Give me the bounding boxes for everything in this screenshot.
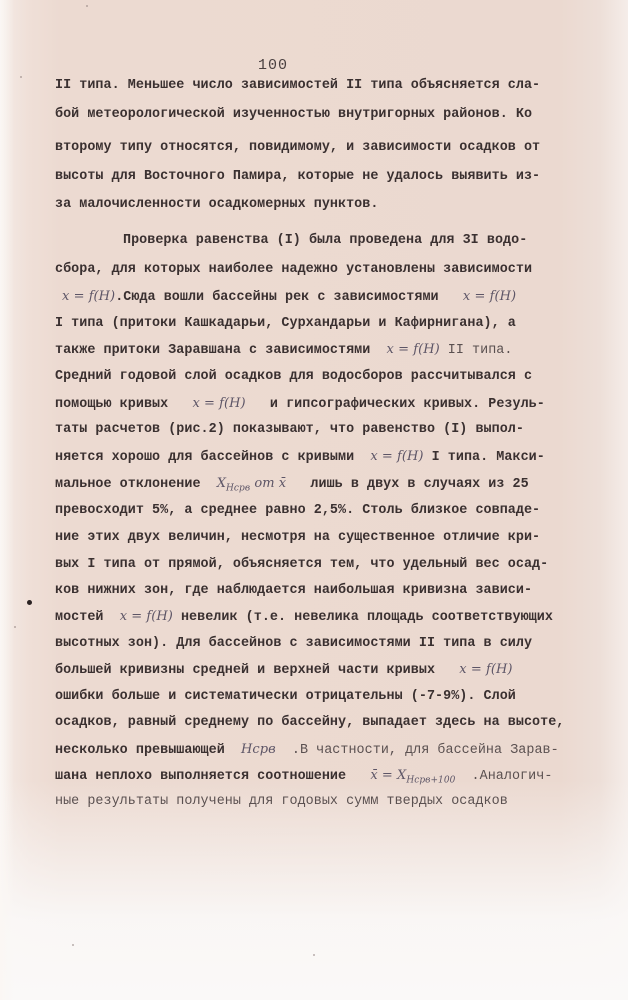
handwritten-formula: x = f(H) [62, 289, 116, 304]
text-line: ние этих двух величин, несмотря на существенное отличие кри- [55, 530, 541, 545]
margin-speck [86, 5, 88, 7]
text-line: сбора, для которых наиболее надежно установлены зависимости [55, 262, 533, 277]
handwritten-formula: Hсрв [240, 742, 276, 757]
text-line: ные результаты получены для годовых сумм твердых осадков [55, 794, 508, 809]
handwritten-formula: x = f(H) [370, 449, 424, 464]
text-line: превосходит 5%, а среднее равно 2,5%. Столь близкое совпаде- [55, 503, 541, 518]
text-line-with-formula: мостей x = f(H) невелик (т.е. невелика площадь соответствующих [55, 609, 553, 625]
page-edge-shadow [0, 0, 14, 1000]
text-line-with-formula: x = f(H).Сюда вошли бассейны рек с зависимостями x = f(H) [62, 289, 517, 305]
text-line: таты расчетов (рис.2) показывают, что равенство (I) выпол- [55, 422, 524, 437]
handwritten-formula: x̄ = $X_{Hсрв+100}$ [370, 768, 456, 786]
handwritten-formula: x = f(H) [462, 289, 517, 304]
text-line-with-formula: несколько превышающей Hсрв .В частности, для бассейна Зарав- [55, 742, 559, 758]
text-line: за малочисленности осадкомерных пунктов. [55, 197, 379, 212]
text-line: II типа. Меньшее число зависимостей II типа объясняется сла- [55, 78, 541, 93]
handwritten-formula: x = f(H) [459, 662, 513, 677]
text-line-with-formula: шана неплохо выполняется соотношение x̄ = $X_{Hсрв+100}$ .Аналогич- [55, 768, 553, 786]
text-line: второму типу относятся, повидимому, и зависимости осадков от [55, 140, 541, 155]
margin-dot-mark [27, 600, 32, 605]
margin-speck [14, 626, 16, 628]
text-line-with-formula: мальное отклонение $X_{Hсрв}$ от x̄ лишь в двух в случаях из 25 [55, 476, 529, 494]
text-line: Средний годовой слой осадков для водосборов рассчитывался с [55, 369, 533, 384]
text-line: высотных зон). Для бассейнов с зависимостями II типа в силу [55, 636, 533, 651]
page-number: 100 [258, 57, 289, 74]
handwritten-formula: x = f(H) [192, 396, 246, 411]
text-line: I типа (притоки Кашкадарьи, Сурхандарьи и Кафирнигана), а [55, 316, 516, 331]
text-line-indented: Проверка равенства (I) была проведена для 3I водо- [123, 233, 528, 248]
text-line-with-formula: помощью кривых x = f(H) и гипсографических кривых. Резуль- [55, 396, 545, 412]
text-line: вых I типа от прямой, объясняется тем, что удельный вес осад- [55, 557, 549, 572]
text-line: осадков, равный среднему по бассейну, выпадает здесь на высоте, [55, 715, 565, 730]
text-line: ошибки больше и систематически отрицательны (-7-9%). Слой [55, 689, 516, 704]
text-line: высоты для Восточного Памира, которые не удалось выявить из- [55, 169, 541, 184]
handwritten-formula: x = f(H) [386, 342, 440, 357]
text-line-with-formula: также притоки Заравшана с зависимостями x = f(H) II типа. [55, 342, 513, 358]
text-line-with-formula: няется хорошо для бассейнов с кривыми x = f(H) I типа. Макси- [55, 449, 545, 465]
text-line-with-formula: большей кривизны средней и верхней части кривых x = f(H) [55, 662, 513, 678]
handwritten-formula: x = f(H) [119, 609, 173, 624]
margin-speck [20, 76, 22, 78]
text-line: ков нижних зон, где наблюдается наибольшая кривизна зависи- [55, 583, 533, 598]
margin-speck [72, 944, 74, 946]
margin-speck [313, 954, 315, 956]
text-line: бой метеорологической изученностью внутригорных районов. Ко [55, 107, 533, 122]
handwritten-formula: $X_{Hсрв}$ от x̄ [216, 476, 287, 494]
